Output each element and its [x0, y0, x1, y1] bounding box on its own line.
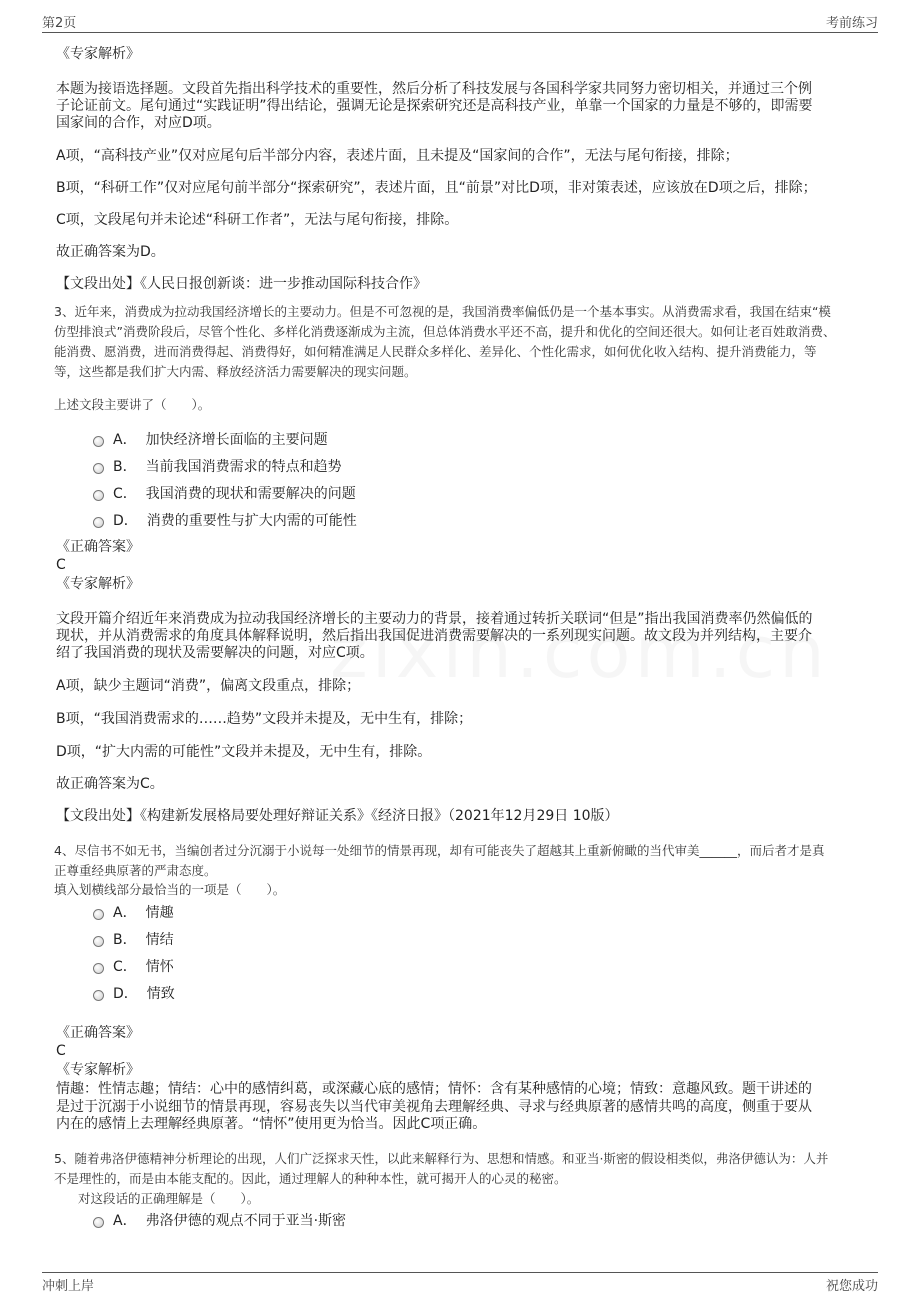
- question-stem-line: 5、随着弗洛伊德精神分析理论的出现，人们广泛探求天性，以此来解释行为、思想和情感。和亚当·斯密的假设相类似，弗洛伊德认为：人并: [54, 1151, 829, 1166]
- option-d-analysis: D项，“扩大内需的可能性”文段并未提及，无中生有，排除。: [56, 744, 432, 760]
- analysis-line: 本题为接语选择题。文段首先指出科学技术的重要性，然后分析了科技发展与各国科学家共同努力密切相关，并通过三个例: [56, 81, 812, 97]
- question-stem-line: 正尊重经典原著的严肃态度。: [54, 863, 217, 878]
- radio-button-icon[interactable]: [93, 490, 104, 501]
- question-stem-line: 3、近年来，消费成为拉动我国经济增长的主要动力。但是不可忽视的是，我国消费率偏低仍是一个基本事实。从消费需求看，我国在结束“模: [54, 304, 831, 319]
- source-citation: 【文段出处】《构建新发展格局要处理好辩证关系》《经济日报》（2021年12月29日 10版）: [56, 808, 619, 824]
- analysis-line: 国家间的合作，对应D项。: [56, 115, 221, 131]
- choice-d[interactable]: [93, 983, 175, 1003]
- choice-letter: B．: [113, 932, 137, 948]
- question-stem-line: 不是理性的，而是由本能支配的。因此，通过理解人的种种本性，就可揭开人的心灵的秘密。: [54, 1171, 567, 1186]
- analysis-line: 情趣：性情志趣；情结：心中的感情纠葛，或深藏心底的感情；情怀：含有某种感情的心境；情致：意趣风致。题干讲述的: [56, 1081, 812, 1097]
- question-prompt: 对这段话的正确理解是（ ）。: [78, 1191, 260, 1206]
- choice-letter: A．: [113, 1213, 137, 1229]
- choice-a[interactable]: [93, 429, 328, 449]
- footer-right: 祝您成功: [825, 1279, 878, 1294]
- choice-text: 我国消费的现状和需要解决的问题: [145, 486, 356, 502]
- radio-button-icon[interactable]: [93, 463, 104, 474]
- choice-letter: C．: [113, 486, 137, 502]
- choice-text: 情怀: [145, 959, 174, 975]
- question-stem-line: 能消费、愿消费，进而消费得起、消费得好，如何精准满足人民群众多样化、差异化、个性化需求，如何优化收入结构、提升消费能力，等: [54, 344, 817, 359]
- radio-button-icon[interactable]: [93, 936, 104, 947]
- option-b-analysis: B项，“科研工作”仅对应尾句前半部分“探索研究”，表述片面，且“前景”对比D项，非对策表述，应该放在D项之后，排除；: [56, 180, 817, 196]
- choice-text: 弗洛伊德的观点不同于亚当·斯密: [145, 1213, 347, 1229]
- choice-text: 当前我国消费需求的特点和趋势: [145, 459, 342, 475]
- page-header: [42, 12, 878, 33]
- question-prompt: 填入划横线部分最恰当的一项是（ ）。: [54, 882, 286, 897]
- analysis-line: 现状，并从消费需求的角度具体解释说明，然后指出我国促进消费需要解决的一系列现实问题。故文段为并列结构，主要介: [56, 628, 812, 644]
- analysis-line: 内在的感情上去理解经典原著。“情怀”使用更为恰当。因此C项正确。: [56, 1116, 487, 1132]
- choice-b[interactable]: [93, 929, 174, 949]
- correct-answer-letter: C: [56, 557, 66, 573]
- choice-b[interactable]: [93, 456, 342, 476]
- expert-analysis-heading: 《专家解析》: [56, 46, 140, 62]
- question-prompt: 上述文段主要讲了（ ）。: [54, 397, 211, 412]
- choice-text: 情趣: [145, 905, 174, 921]
- correct-answer-heading: 《正确答案》: [56, 539, 140, 555]
- correct-answer-heading: 《正确答案》: [56, 1025, 140, 1041]
- correct-answer-letter: C: [56, 1043, 66, 1059]
- choice-a[interactable]: [93, 1210, 346, 1230]
- analysis-line: 文段开篇介绍近年来消费成为拉动我国经济增长的主要动力的背景，接着通过转折关联词“但是”指出我国消费率仍然偏低的: [56, 611, 813, 627]
- choice-c[interactable]: [93, 483, 356, 503]
- choice-text: 消费的重要性与扩大内需的可能性: [146, 513, 357, 529]
- expert-analysis-heading: 《专家解析》: [56, 576, 140, 592]
- choice-d[interactable]: [93, 510, 357, 530]
- analysis-line: 是过于沉溺于小说细节的情景再现，容易丧失以当代审美视角去理解经典、寻求与经典原著的感情共鸣的高度，侧重于要从: [56, 1099, 812, 1115]
- page-number: 第2页: [42, 16, 77, 31]
- option-a-analysis: A项，缺少主题词“消费”，偏离文段重点，排除；: [56, 678, 361, 694]
- header-title: 考前练习: [825, 16, 878, 31]
- choice-text: 加快经济增长面临的主要问题: [145, 432, 328, 448]
- choice-letter: B．: [113, 459, 137, 475]
- choice-c[interactable]: [93, 956, 174, 976]
- correct-answer-statement: 故正确答案为D。: [56, 244, 165, 260]
- choice-text: 情结: [145, 932, 174, 948]
- radio-button-icon[interactable]: [93, 1217, 104, 1228]
- correct-answer-statement: 故正确答案为C。: [56, 776, 164, 792]
- source-citation: 【文段出处】《人民日报创新谈：进一步推动国际科技合作》: [56, 276, 427, 292]
- radio-button-icon[interactable]: [93, 517, 104, 528]
- radio-button-icon[interactable]: [93, 436, 104, 447]
- choice-letter: D．: [113, 986, 138, 1002]
- question-stem-line: 等，这些都是我们扩大内需、释放经济活力需要解决的现实问题。: [54, 364, 417, 379]
- radio-button-icon[interactable]: [93, 963, 104, 974]
- option-b-analysis: B项，“我国消费需求的……趋势”文段并未提及，无中生有，排除；: [56, 711, 473, 727]
- question-stem-line: 4、尽信书不如无书，当编创者过分沉溺于小说每一处细节的情景再现，却有可能丧失了超越其上重新俯瞰的当代审美______，而后者才是真: [54, 843, 825, 858]
- expert-analysis-heading: 《专家解析》: [56, 1062, 140, 1078]
- choice-letter: C．: [113, 959, 137, 975]
- page-footer: [42, 1272, 878, 1297]
- choice-a[interactable]: [93, 902, 174, 922]
- question-stem-line: 仿型排浪式”消费阶段后，尽管个性化、多样化消费逐渐成为主流，但总体消费水平还不高，提升和优化的空间还很大。如何让老百姓敢消费、: [54, 324, 836, 339]
- analysis-line: 子论证前文。尾句通过“实践证明”得出结论，强调无论是探索研究还是高科技产业，单靠一个国家的力量是不够的，即需要: [56, 98, 813, 114]
- choice-letter: A．: [113, 432, 137, 448]
- analysis-line: 绍了我国消费的现状及需要解决的问题，对应C项。: [56, 645, 374, 661]
- radio-button-icon[interactable]: [93, 909, 104, 920]
- option-c-analysis: C项，文段尾句并未论述“科研工作者”，无法与尾句衔接，排除。: [56, 212, 459, 228]
- footer-left: 冲刺上岸: [42, 1279, 95, 1294]
- radio-button-icon[interactable]: [93, 990, 104, 1001]
- choice-text: 情致: [146, 986, 175, 1002]
- choice-letter: D．: [113, 513, 138, 529]
- choice-letter: A．: [113, 905, 137, 921]
- option-a-analysis: A项，“高科技产业”仅对应尾句后半部分内容，表述片面，且未提及“国家间的合作”，无法与尾句衔接，排除；: [56, 148, 739, 164]
